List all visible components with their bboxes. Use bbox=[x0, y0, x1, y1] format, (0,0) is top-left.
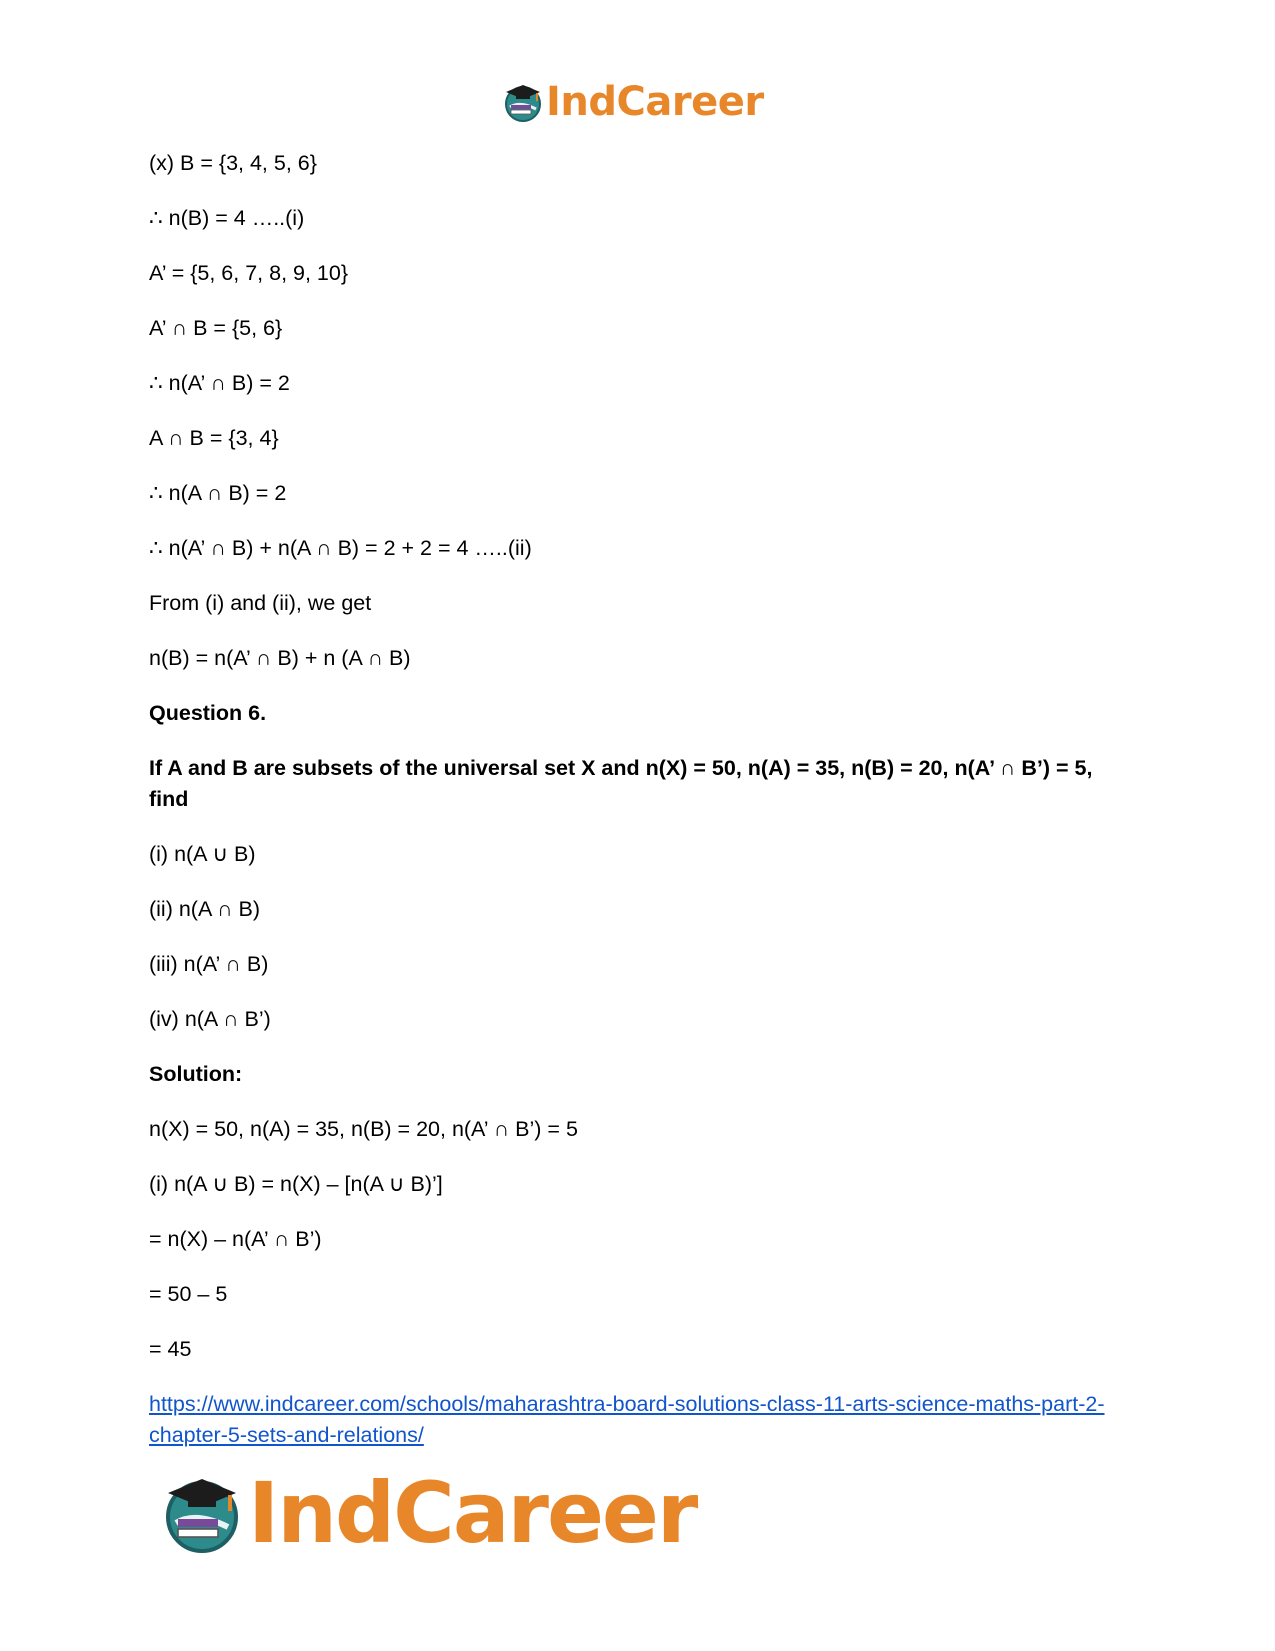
footer-logo-text: IndCareer bbox=[248, 1464, 697, 1562]
solution-line: (i) n(A ∪ B) = n(X) – [n(A ∪ B)’] bbox=[149, 1172, 443, 1196]
question-text: If A and B are subsets of the universal set X and n(X) = 50, n(A) = 35, n(B) = 20, n(A’ ∩ B’) = 5, find bbox=[149, 756, 1093, 811]
header-logo bbox=[502, 78, 764, 126]
solution-line: = 50 – 5 bbox=[149, 1282, 228, 1306]
text-line: A ∩ B = {3, 4} bbox=[149, 426, 279, 450]
text-line: ∴ n(B) = 4 …..(i) bbox=[149, 206, 305, 230]
text-line: n(B) = n(A’ ∩ B) + n (A ∩ B) bbox=[149, 646, 411, 670]
question-part: (ii) n(A ∩ B) bbox=[149, 897, 261, 921]
graduation-cap-globe-icon bbox=[502, 81, 544, 123]
question-part: (iv) n(A ∩ B’) bbox=[149, 1007, 271, 1031]
question-heading: Question 6. bbox=[149, 701, 267, 725]
text-line: From (i) and (ii), we get bbox=[149, 591, 372, 615]
text-line: ∴ n(A ∩ B) = 2 bbox=[149, 481, 287, 505]
solution-line: = 45 bbox=[149, 1337, 192, 1361]
source-link[interactable]: https://www.indcareer.com/schools/maharashtra-board-solutions-class-11-arts-science-maths-part-2-chapter-5-sets-and-relations/ bbox=[149, 1392, 1105, 1447]
solution-heading: Solution: bbox=[149, 1062, 243, 1086]
text-line: ∴ n(A’ ∩ B) = 2 bbox=[149, 371, 290, 395]
solution-line: = n(X) – n(A’ ∩ B’) bbox=[149, 1227, 322, 1251]
solution-line: n(X) = 50, n(A) = 35, n(B) = 20, n(A’ ∩ B’) = 5 bbox=[149, 1117, 578, 1141]
text-line: (x) B = {3, 4, 5, 6} bbox=[149, 151, 317, 175]
text-line: A’ = {5, 6, 7, 8, 9, 10} bbox=[149, 261, 349, 285]
document-body bbox=[149, 148, 1109, 1451]
question-part: (i) n(A ∪ B) bbox=[149, 842, 256, 866]
graduation-cap-globe-icon bbox=[160, 1471, 244, 1555]
header-logo-text: IndCareer bbox=[546, 79, 764, 125]
footer-logo bbox=[160, 1464, 697, 1562]
text-line: ∴ n(A’ ∩ B) + n(A ∩ B) = 2 + 2 = 4 …..(ii) bbox=[149, 536, 532, 560]
question-part: (iii) n(A’ ∩ B) bbox=[149, 952, 269, 976]
text-line: A’ ∩ B = {5, 6} bbox=[149, 316, 283, 340]
